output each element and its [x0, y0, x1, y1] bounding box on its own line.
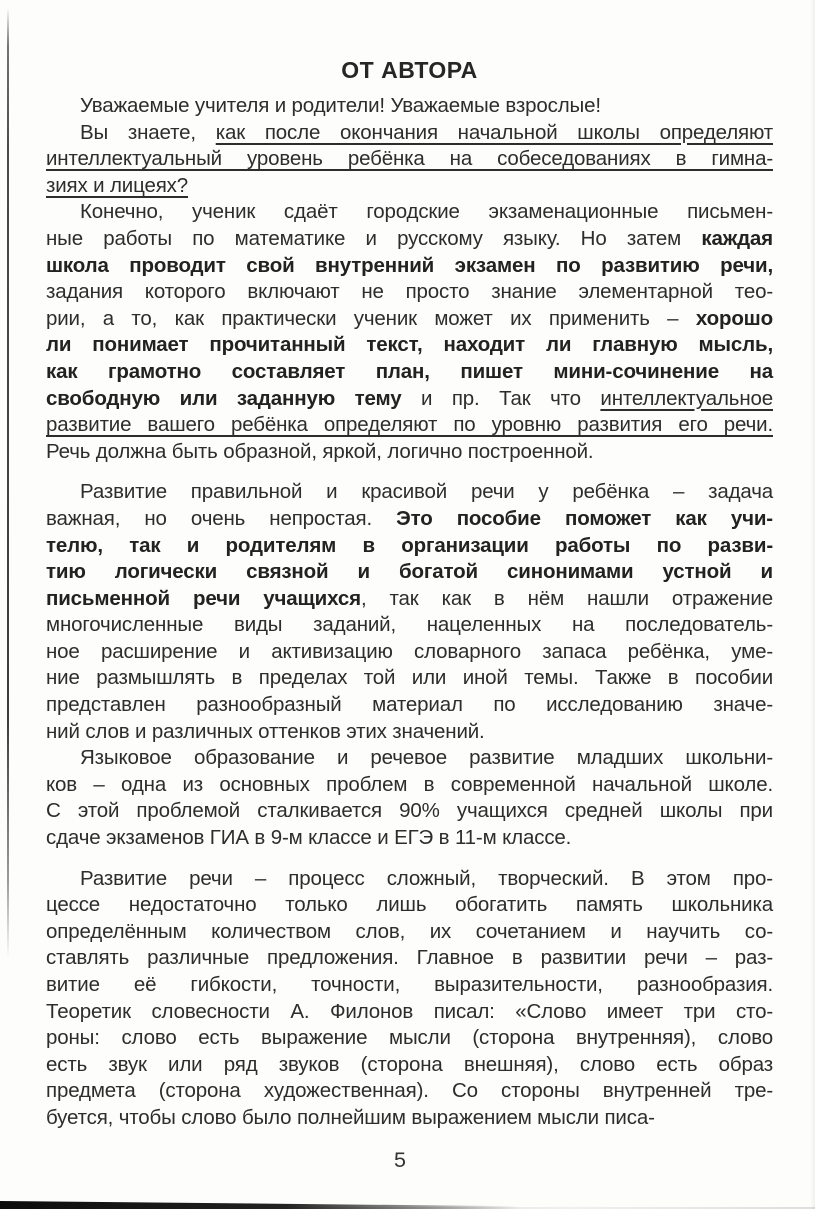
text-segment: Это пособие поможет как учи-: [396, 506, 773, 530]
text-line: [46, 719, 773, 746]
text-line: [46, 798, 773, 825]
text-line: [46, 612, 773, 639]
text-line: [46, 919, 773, 946]
text-segment: интеллектуальный уровень ребёнка на собеседованиях в гимна-: [46, 147, 773, 171]
paragraph: [46, 93, 773, 120]
scan-right-edge-shadow: [810, 0, 815, 1209]
text-line: [46, 479, 773, 506]
text-segment: свободную или заданную тему: [46, 386, 402, 410]
page-text: [46, 93, 773, 1132]
text-line: [46, 586, 773, 613]
text-segment: ное расширение и активизацию словарного запаса ребёнка, уме-: [46, 639, 773, 663]
text-segment: Языковое образование и речевое развитие младших школьни-: [80, 746, 773, 770]
text-segment: как грамотно составляет план, пишет мини-сочинение на: [46, 359, 773, 383]
text-segment: предмета (сторона художественная). Со стороны внутренней тре-: [46, 1079, 773, 1103]
text-line: [46, 559, 773, 586]
text-line: [46, 120, 773, 147]
text-line: [46, 173, 773, 200]
text-line: [46, 439, 773, 466]
text-line: [46, 639, 773, 666]
text-line: [46, 306, 773, 333]
text-segment: рии, а то, как практически ученик может их применить –: [46, 306, 696, 330]
text-line: [46, 692, 773, 719]
text-segment: письменной речи учащихся: [46, 586, 361, 610]
paragraph: [46, 745, 773, 851]
text-segment: С этой проблемой сталкивается 90% учащихся средней школы при: [46, 799, 773, 823]
text-segment: тию логически связной и богатой синонимами устной и: [46, 560, 773, 584]
text-line: [46, 412, 773, 439]
text-segment: , так как в нём нашли отражение: [360, 586, 773, 610]
text-segment: развитие вашего ребёнка определяют по уровню развития его речи.: [46, 413, 773, 437]
text-segment: Уважаемые учителя и родители! Уважаемые взрослые!: [80, 94, 601, 117]
text-segment: роны: слово есть выражение мысли (сторона внутренняя), слово: [46, 1026, 773, 1050]
scan-gutter-line: [7, 8, 9, 958]
text-line: [46, 199, 773, 226]
page-number: 5: [394, 1148, 406, 1172]
page-content: [46, 56, 773, 1132]
text-line: [46, 93, 773, 120]
text-segment: цессе недостаточно только лишь обогатить память школьника: [46, 893, 773, 917]
text-line: [46, 226, 773, 253]
text-line: [46, 665, 773, 692]
text-line: [46, 253, 773, 280]
text-line: [46, 772, 773, 799]
text-segment: ставлять различные предложения. Главное в развитии речи – раз-: [46, 946, 773, 970]
text-line: [46, 972, 773, 999]
text-segment: задания которого включают не просто знание элементарной тео-: [46, 280, 773, 304]
text-line: [46, 533, 773, 560]
text-segment: хорошо: [695, 306, 773, 330]
text-line: [46, 892, 773, 919]
paragraph: [46, 479, 773, 745]
text-line: [46, 146, 773, 173]
scan-shadow-wedge: [0, 1199, 520, 1209]
text-segment: буется, чтобы слово было полнейшим выражением мысли писа-: [46, 1105, 655, 1129]
text-line: [46, 279, 773, 306]
text-segment: ли понимает прочитанный текст, находит ли главную мысль,: [46, 333, 773, 357]
text-segment: ков – одна из основных проблем в современной начальной школе.: [46, 772, 773, 796]
text-segment: Теоретик словесности А. Филонов писал: «Слово имеет три сто-: [46, 999, 773, 1023]
paragraph: [46, 199, 773, 465]
text-segment: многочисленные виды заданий, нацеленных на последователь-: [46, 613, 773, 637]
text-segment: важная, но очень непростая.: [46, 506, 397, 530]
text-segment: как после окончания начальной школы определяют: [215, 120, 773, 144]
text-segment: школа проводит свой внутренний экзамен по развитию речи,: [46, 253, 773, 277]
text-segment: Развитие речи – процесс сложный, творческий. В этом про-: [80, 866, 773, 890]
paragraph: [46, 120, 773, 200]
text-segment: и пр. Так что: [401, 386, 601, 410]
text-segment: определённым количеством слов, их сочетанием и научить со-: [46, 919, 773, 943]
text-segment: есть звук или ряд звуков (сторона внешняя), слово есть образ: [46, 1052, 773, 1076]
text-line: [46, 359, 773, 386]
text-segment: телю, так и родителям в организации работы по разви-: [46, 533, 773, 557]
text-line: [46, 866, 773, 893]
text-line: [46, 1105, 773, 1132]
text-segment: Развитие правильной и красивой речи у ребёнка – задача: [80, 480, 773, 504]
text-line: [46, 945, 773, 972]
text-segment: Речь должна быть образной, яркой, логично построенной.: [46, 439, 594, 463]
text-line: [46, 745, 773, 772]
text-line: [46, 1052, 773, 1079]
text-line: [46, 825, 773, 852]
text-segment: ние размышлять в пределах той или иной темы. Также в пособии: [46, 666, 773, 690]
text-line: [46, 332, 773, 359]
text-line: [46, 1025, 773, 1052]
text-segment: ные работы по математике и русскому языку. Но затем: [46, 226, 702, 250]
text-segment: витие её гибкости, точности, выразительности, разнообразия.: [46, 973, 773, 996]
page-title: ОТ АВТОРА: [341, 57, 478, 83]
text-line: [46, 386, 773, 413]
text-segment: Конечно, ученик сдаёт городские экзаменационные письмен-: [80, 200, 773, 224]
text-line: [46, 1078, 773, 1105]
text-line: [46, 506, 773, 533]
text-segment: представлен разнообразный материал по исследованию значе-: [46, 693, 773, 717]
paragraph: [46, 866, 773, 1132]
text-segment: интеллектуальное: [600, 386, 773, 410]
text-segment: сдаче экзаменов ГИА в 9-м классе и ЕГЭ в 11-м классе.: [46, 826, 572, 850]
text-line: [46, 999, 773, 1026]
text-segment: каждая: [701, 226, 773, 250]
text-segment: ний слов и различных оттенков этих значений.: [46, 719, 485, 743]
text-segment: Вы знаете,: [80, 120, 216, 144]
text-segment: зиях и лицеях?: [46, 173, 189, 197]
